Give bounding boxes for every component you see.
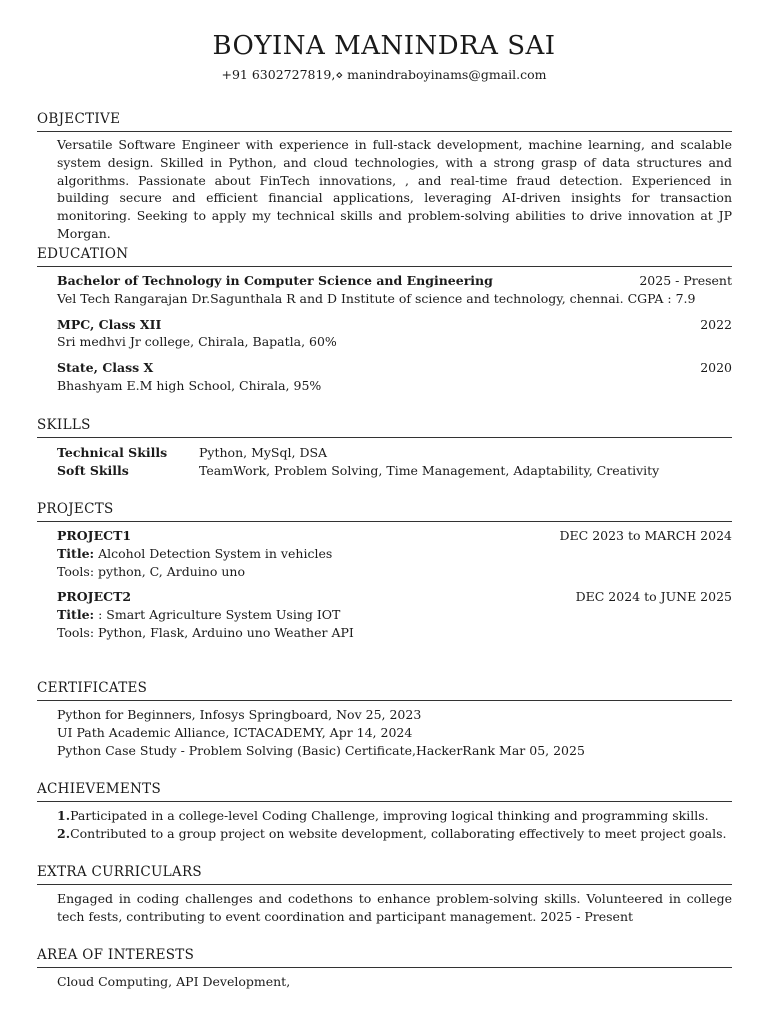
project-date: DEC 2023 to MARCH 2024	[559, 528, 732, 543]
interests-text: Cloud Computing, API Development,	[57, 974, 291, 989]
objective-text: Versatile Software Engineer with experience in full-stack development, machine learning, and scalable system design. Skilled in Python, and cloud technologies, with a strong grasp of data structures and algorithms. Passionate about FinTech innovations, , and real-time fraud detection. Experienced in building secure and efficient financial applications, leveraging AI-driven insights for transaction monitoring. Seeking to apply my technical skills and problem-solving abilities to drive innovation at JP Morgan.	[57, 137, 732, 241]
skills-section	[37, 416, 732, 480]
project-tools: Tools: Python, Flask, Arduino uno Weather API	[57, 624, 354, 640]
education-degree: Bachelor of Technology in Computer Science and Engineering	[57, 273, 493, 288]
project-title-value: Alcohol Detection System in vehicles	[94, 545, 333, 561]
projects-section	[37, 500, 732, 650]
achievements-section	[37, 780, 732, 843]
section-title: ACHIEVEMENTS	[37, 780, 732, 802]
project-name: PROJECT1	[57, 528, 132, 543]
education-degree: MPC, Class XII	[57, 316, 162, 332]
education-detail: Sri medhvi Jr college, Chirala, Bapatla, 60%	[57, 334, 337, 350]
project-title-label: Title:	[57, 545, 95, 561]
skills-row	[57, 462, 732, 480]
extra-curriculars-text: Engaged in coding challenges and codethons to enhance problem-solving skills. Volunteered in college tech fests, contributing to event coordination and participant management. 2025 - Present	[57, 891, 732, 924]
certificate-item: Python Case Study - Problem Solving (Basic) Certificate,HackerRank Mar 05, 2025	[57, 742, 585, 758]
interests-section	[37, 946, 732, 991]
education-date: 2022	[700, 316, 732, 332]
achievement-item	[57, 825, 732, 843]
project-title-label: Title:	[57, 607, 95, 623]
section-title: PROJECTS	[37, 500, 732, 522]
project-entry	[57, 588, 732, 641]
achievement-text: Contributed to a group project on website development, collaborating effectively to meet project goals.	[70, 825, 727, 841]
achievement-number: 1.	[57, 808, 71, 823]
skills-row	[57, 444, 732, 462]
project-name: PROJECT2	[57, 589, 132, 605]
project-date: DEC 2024 to JUNE 2025	[575, 589, 732, 605]
skills-value: Python, MySql, DSA	[199, 445, 328, 460]
skills-label: Technical Skills	[57, 445, 168, 460]
certificates-section	[37, 679, 732, 759]
section-title: SKILLS	[37, 416, 732, 438]
project-tools: Tools: python, C, Arduino uno	[57, 563, 245, 579]
achievement-item	[57, 807, 732, 825]
education-entry	[57, 316, 732, 352]
education-detail: Vel Tech Rangarajan Dr.Sagunthala R and D Institute of science and technology, chennai. CGPA : 7.9	[57, 290, 696, 306]
education-detail: Bhashyam E.M high School, Chirala, 95%	[57, 377, 322, 393]
objective-section	[37, 110, 732, 243]
contact-line: +91 6302727819,⋄ manindraboyinams@gmail.com	[221, 67, 547, 82]
education-degree: State, Class X	[57, 360, 154, 376]
education-date: 2025 - Present	[639, 273, 732, 288]
section-title: AREA OF INTERESTS	[37, 946, 732, 968]
certificate-item: UI Path Academic Alliance, ICTACADEMY, Apr 14, 2024	[57, 724, 413, 740]
achievement-number: 2.	[57, 825, 71, 841]
section-title: OBJECTIVE	[37, 110, 732, 132]
project-title-line	[57, 606, 732, 624]
section-title: CERTIFICATES	[37, 679, 732, 701]
section-title: EXTRA CURRICULARS	[37, 863, 732, 885]
project-entry	[57, 527, 732, 580]
extra-curriculars-section	[37, 863, 732, 926]
certificate-item: Python for Beginners, Infosys Springboard, Nov 25, 2023	[57, 707, 422, 722]
skills-label: Soft Skills	[57, 462, 129, 478]
education-date: 2020	[700, 360, 732, 376]
candidate-name: BOYINA MANINDRA SAI	[212, 31, 556, 61]
education-entry	[57, 359, 732, 395]
skills-value: TeamWork, Problem Solving, Time Management, Adaptability, Creativity	[199, 462, 660, 478]
section-title: EDUCATION	[37, 245, 732, 267]
achievement-text: Participated in a college-level Coding Challenge, improving logical thinking and programming skills.	[70, 808, 709, 823]
education-section	[37, 245, 732, 403]
education-entry	[57, 272, 732, 308]
project-title-value: : Smart Agriculture System Using IOT	[94, 607, 341, 623]
project-title-line	[57, 545, 732, 563]
